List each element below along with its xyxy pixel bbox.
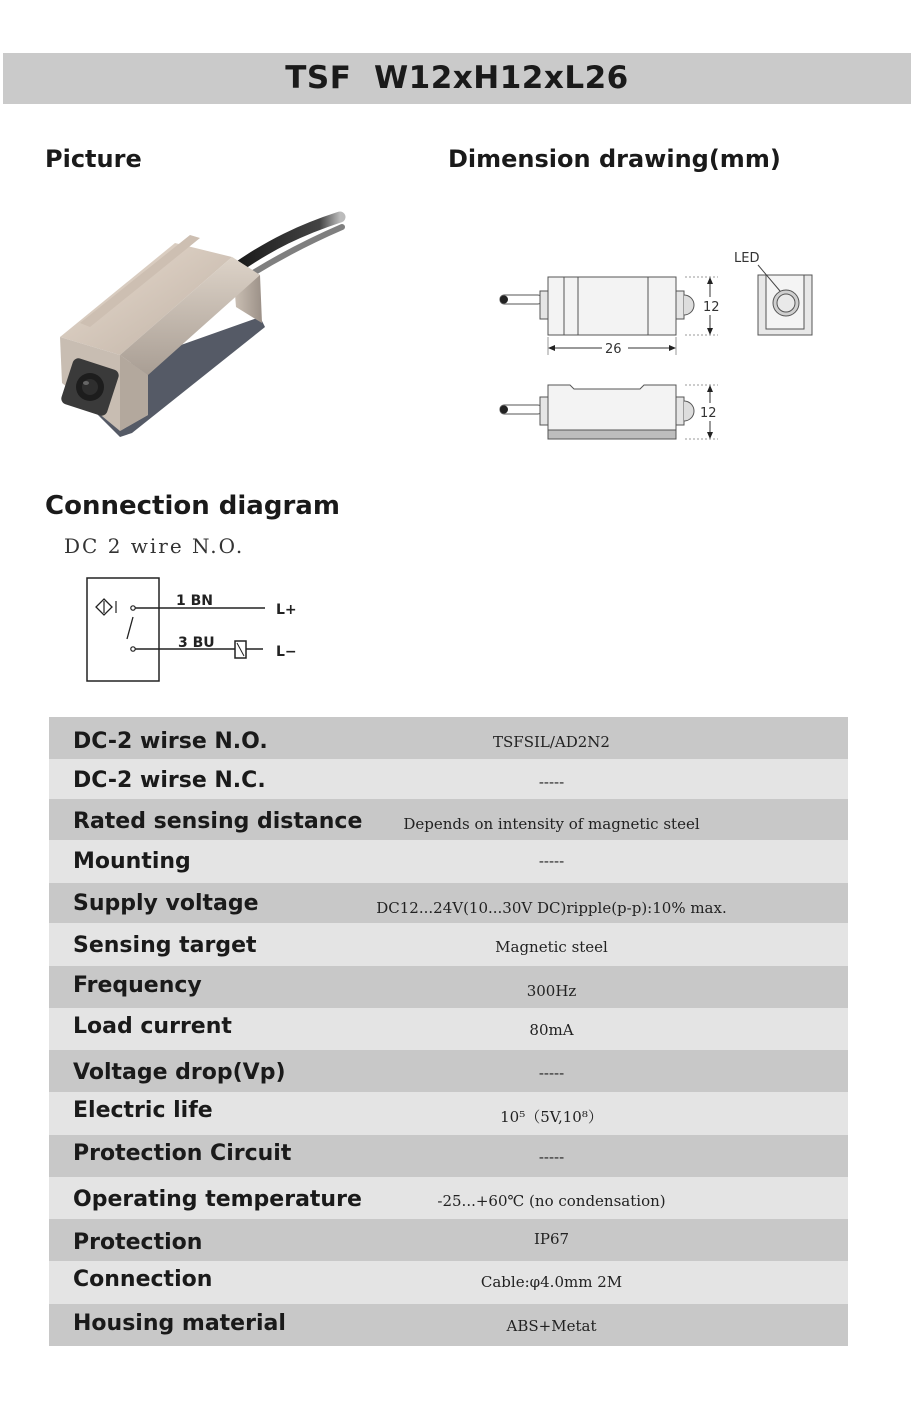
spec-label: Electric life	[73, 1098, 213, 1123]
spec-value: Magnetic steel	[495, 938, 608, 956]
spec-value: Cable:φ4.0mm 2M	[480, 1273, 623, 1291]
spec-label: Supply voltage	[73, 891, 259, 916]
spec-label: Rated sensing distance	[73, 809, 363, 834]
wiring-diagram	[80, 575, 310, 685]
spec-value: ABS+Metat	[506, 1317, 597, 1335]
wire1-label: 1 BN	[176, 593, 214, 609]
page-title: TSF W12xH12xL26	[285, 60, 629, 96]
spec-value: -----	[538, 852, 565, 870]
spec-row	[49, 923, 848, 966]
spec-row	[49, 1304, 848, 1346]
spec-value: 80mA	[529, 1021, 574, 1039]
spec-value: 10⁵（5V,10⁸）	[500, 1108, 603, 1126]
spec-row	[49, 1092, 848, 1135]
title-bar	[3, 53, 911, 104]
spec-row	[49, 966, 848, 1008]
height-bottom-label: 12	[700, 406, 717, 421]
spec-row	[49, 717, 848, 759]
spec-label: Load current	[73, 1014, 232, 1039]
spec-row	[49, 883, 848, 923]
connection-subtitle: DC 2 wire N.O.	[64, 534, 245, 558]
spec-value: -----	[538, 1064, 565, 1082]
spec-value: 300Hz	[526, 982, 577, 1000]
spec-row	[49, 1219, 848, 1261]
spec-value: -25...+60℃ (no condensation)	[437, 1192, 666, 1210]
spec-label: Mounting	[73, 849, 191, 874]
spec-label: Housing material	[73, 1311, 286, 1336]
spec-row	[49, 1135, 848, 1177]
spec-value: -----	[538, 1148, 565, 1166]
dimension-drawing	[490, 245, 830, 450]
spec-label: Protection	[73, 1230, 203, 1255]
spec-label: Protection Circuit	[73, 1141, 292, 1166]
spec-row	[49, 799, 848, 840]
spec-row	[49, 1050, 848, 1092]
spec-label: DC-2 wirse N.C.	[73, 768, 266, 793]
spec-label: Operating temperature	[73, 1187, 362, 1212]
spec-label: Frequency	[73, 973, 202, 998]
picture-heading: Picture	[45, 145, 142, 173]
height-top-label: 12	[703, 300, 720, 315]
led-label: LED	[734, 251, 760, 266]
spec-table	[49, 717, 848, 1346]
spec-label: Voltage drop(Vp)	[73, 1060, 286, 1085]
dimension-heading: Dimension drawing(mm)	[448, 145, 781, 173]
terminal-neg-label: L−	[276, 644, 297, 660]
spec-value: TSFSIL/AD2N2	[493, 733, 610, 751]
spec-label: Sensing target	[73, 933, 257, 958]
product-picture	[50, 205, 350, 450]
spec-row	[49, 1261, 848, 1304]
spec-label: Connection	[73, 1267, 213, 1292]
connection-heading: Connection diagram	[45, 491, 340, 521]
spec-value: -----	[538, 773, 565, 791]
spec-row	[49, 1177, 848, 1219]
terminal-pos-label: L+	[276, 602, 297, 618]
spec-value: IP67	[533, 1230, 570, 1248]
spec-value: DC12...24V(10...30V DC)ripple(p-p):10% max.	[376, 899, 727, 917]
wire2-label: 3 BU	[178, 635, 215, 651]
spec-row	[49, 759, 848, 799]
length-label: 26	[605, 342, 622, 357]
spec-value: Depends on intensity of magnetic steel	[403, 815, 700, 833]
spec-row	[49, 840, 848, 883]
spec-row	[49, 1008, 848, 1050]
spec-label: DC-2 wirse N.O.	[73, 729, 268, 754]
